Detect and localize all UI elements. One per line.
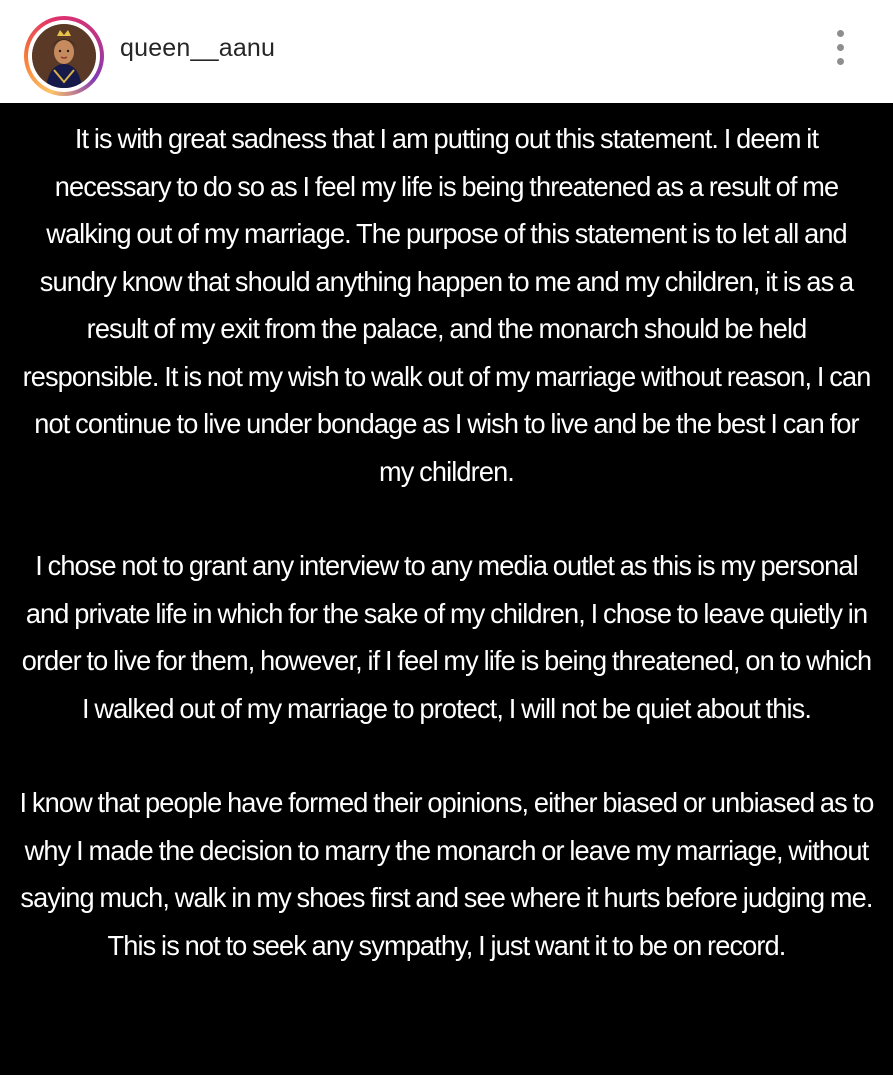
username-link[interactable]: queen__aanu xyxy=(120,34,276,62)
dot xyxy=(837,44,844,51)
statement-paragraph-1: It is with great sadness that I am putting out this statement. I deem it necessary to do so as I feel my life is being threatened as a result of me walking out of my marriage. The purpose of this statement is to let all and sundry know that should anything happen to me and my children, it is as a result of my exit from the palace, and the monarch should be held responsible. It is not my wish to walk out of my marriage without reason, I can not continue to live under bondage as I wish to live and be the best I can for my children. xyxy=(22,123,871,487)
post-header xyxy=(0,0,893,103)
dot xyxy=(837,30,844,37)
story-ring[interactable] xyxy=(24,16,104,96)
statement-paragraph-3: I know that people have formed their opinions, either biased or unbiased as to why I made the decision to marry the monarch or leave my marriage, without saying much, walk in my shoes first and see where it hurts before judging me. This is not to seek any sympathy, I just want it to be on record. xyxy=(19,787,874,961)
post-image-text[interactable] xyxy=(0,103,893,1075)
profile-avatar[interactable] xyxy=(32,24,96,88)
more-vertical-icon[interactable] xyxy=(826,26,856,70)
statement-paragraph-2: I chose not to grant any interview to any media outlet as this is my personal and private life in which for the sake of my children, I chose to leave quietly in order to live for them, however, if I feel my life is being threatened, on to which I walked out of my marriage to protect, I will not be quiet about this. xyxy=(21,550,872,724)
profile-photo-icon xyxy=(32,24,96,88)
bottom-divider xyxy=(0,1075,893,1080)
dot xyxy=(837,58,844,65)
